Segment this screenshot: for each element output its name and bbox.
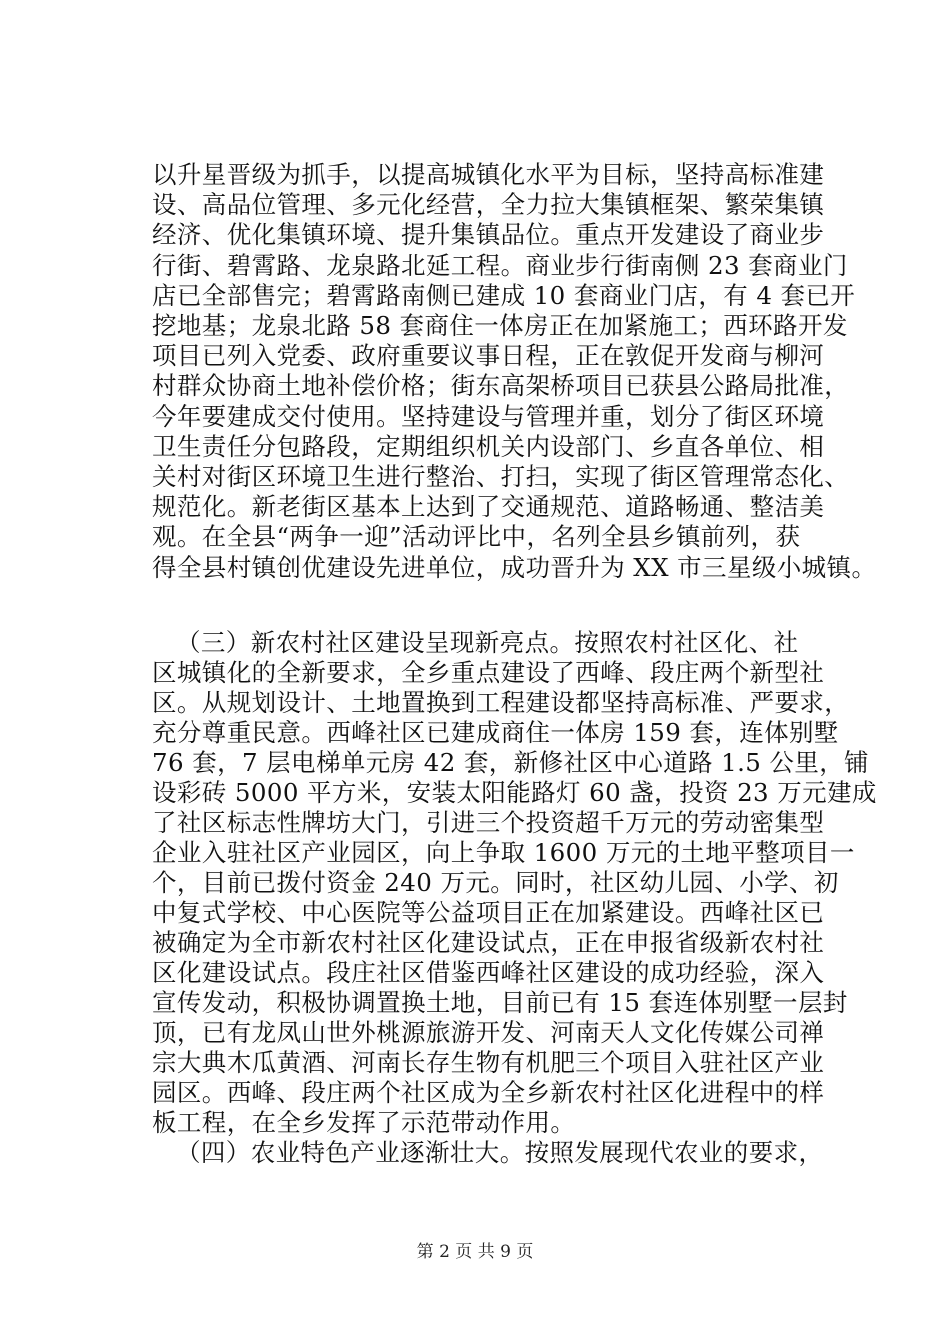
text-line: 板工程，在全乡发挥了示范带动作用。 bbox=[152, 1108, 576, 1137]
text-line: 区城镇化的全新要求，全乡重点建设了西峰、段庄两个新型社 bbox=[152, 658, 825, 687]
text-line: 观。在全县“两争一迎”活动评比中，名列全县乡镇前列，获 bbox=[152, 522, 801, 552]
text-line: 项目已列入党委、政府重要议事日程，正在敦促开发商与柳河 bbox=[152, 341, 825, 371]
text-line: 区。从规划设计、土地置换到工程建设都坚持高标准、严要求， bbox=[152, 688, 850, 717]
text-line: 挖地基；龙泉北路 58 套商住一体房正在加紧施工；西环路开发 bbox=[152, 311, 848, 340]
text-line: 行街、碧霄路、龙泉路北延工程。商业步行街南侧 23 套商业门 bbox=[152, 250, 848, 280]
text-line: 区化建设试点。段庄社区借鉴西峰社区建设的成功经验，深入 bbox=[152, 958, 825, 987]
text-line: 宗大典木瓜黄酒、河南长存生物有机肥三个项目入驻社区产业 bbox=[152, 1048, 825, 1077]
text-line: 宣传发动，积极协调置换土地，目前已有 15 套连体别墅一层封 bbox=[152, 988, 848, 1017]
text-line: 店已全部售完；碧霄路南侧已建成 10 套商业门店，有 4 套已开 bbox=[152, 280, 856, 310]
text-line: 设彩砖 5000 平方米，安装太阳能路灯 60 盏，投资 23 万元建成 bbox=[152, 778, 877, 807]
text-line: 园区。西峰、段庄两个社区成为全乡新农村社区化进程中的样 bbox=[152, 1078, 825, 1107]
text-line: 设、高品位管理、多元化经营，全力拉大集镇框架、繁荣集镇 bbox=[152, 190, 825, 220]
text-line: 了社区标志性牌坊大门，引进三个投资超千万元的劳动密集型 bbox=[152, 808, 825, 837]
text-line: 今年要建成交付使用。坚持建设与管理并重，划分了街区环境 bbox=[152, 401, 825, 431]
text-line: 个，目前已拨付资金 240 万元。同时，社区幼儿园、小学、初 bbox=[152, 868, 839, 897]
text-line: 规范化。新老街区基本上达到了交通规范、道路畅通、整洁美 bbox=[152, 492, 825, 522]
text-line: 经济、优化集镇环境、提升集镇品位。重点开发建设了商业步 bbox=[152, 220, 825, 250]
text-line: 企业入驻社区产业园区，向上争取 1600 万元的土地平整项目一 bbox=[152, 838, 855, 867]
text-line: 得全县村镇创优建设先进单位，成功晋升为 XX 市三星级小城镇。 bbox=[152, 552, 877, 582]
text-line: 顶，已有龙凤山世外桃源旅游开发、河南天人文化传媒公司禅 bbox=[152, 1018, 825, 1047]
text-line: 被确定为全市新农村社区化建设试点，正在申报省级新农村社 bbox=[152, 928, 825, 957]
text-line: 以升星晋级为抓手，以提高城镇化水平为目标，坚持高标准建 bbox=[152, 160, 825, 189]
text-line: 中复式学校、中心医院等公益项目正在加紧建设。西峰社区已 bbox=[152, 898, 825, 927]
text-line: 村群众协商土地补偿价格；街东高架桥项目已获县公路局批准， bbox=[152, 371, 850, 401]
text-line: 充分尊重民意。西峰社区已建成商住一体房 159 套，连体别墅 bbox=[152, 718, 839, 747]
text-line: （三）新农村社区建设呈现新亮点。按照农村社区化、社 bbox=[176, 628, 799, 657]
text-line: （四）农业特色产业逐渐壮大。按照发展现代农业的要求， bbox=[176, 1138, 824, 1167]
text-line: 关村对街区环境卫生进行整治、打扫，实现了街区管理常态化、 bbox=[152, 462, 850, 491]
text-line: 卫生责任分包路段，定期组织机关内设部门、乡直各单位、相 bbox=[152, 431, 825, 461]
page-number-footer: 第 2 页 共 9 页 bbox=[416, 1242, 534, 1262]
text-line: 76 套，7 层电梯单元房 42 套，新修社区中心道路 1.5 公里，铺 bbox=[152, 748, 870, 777]
